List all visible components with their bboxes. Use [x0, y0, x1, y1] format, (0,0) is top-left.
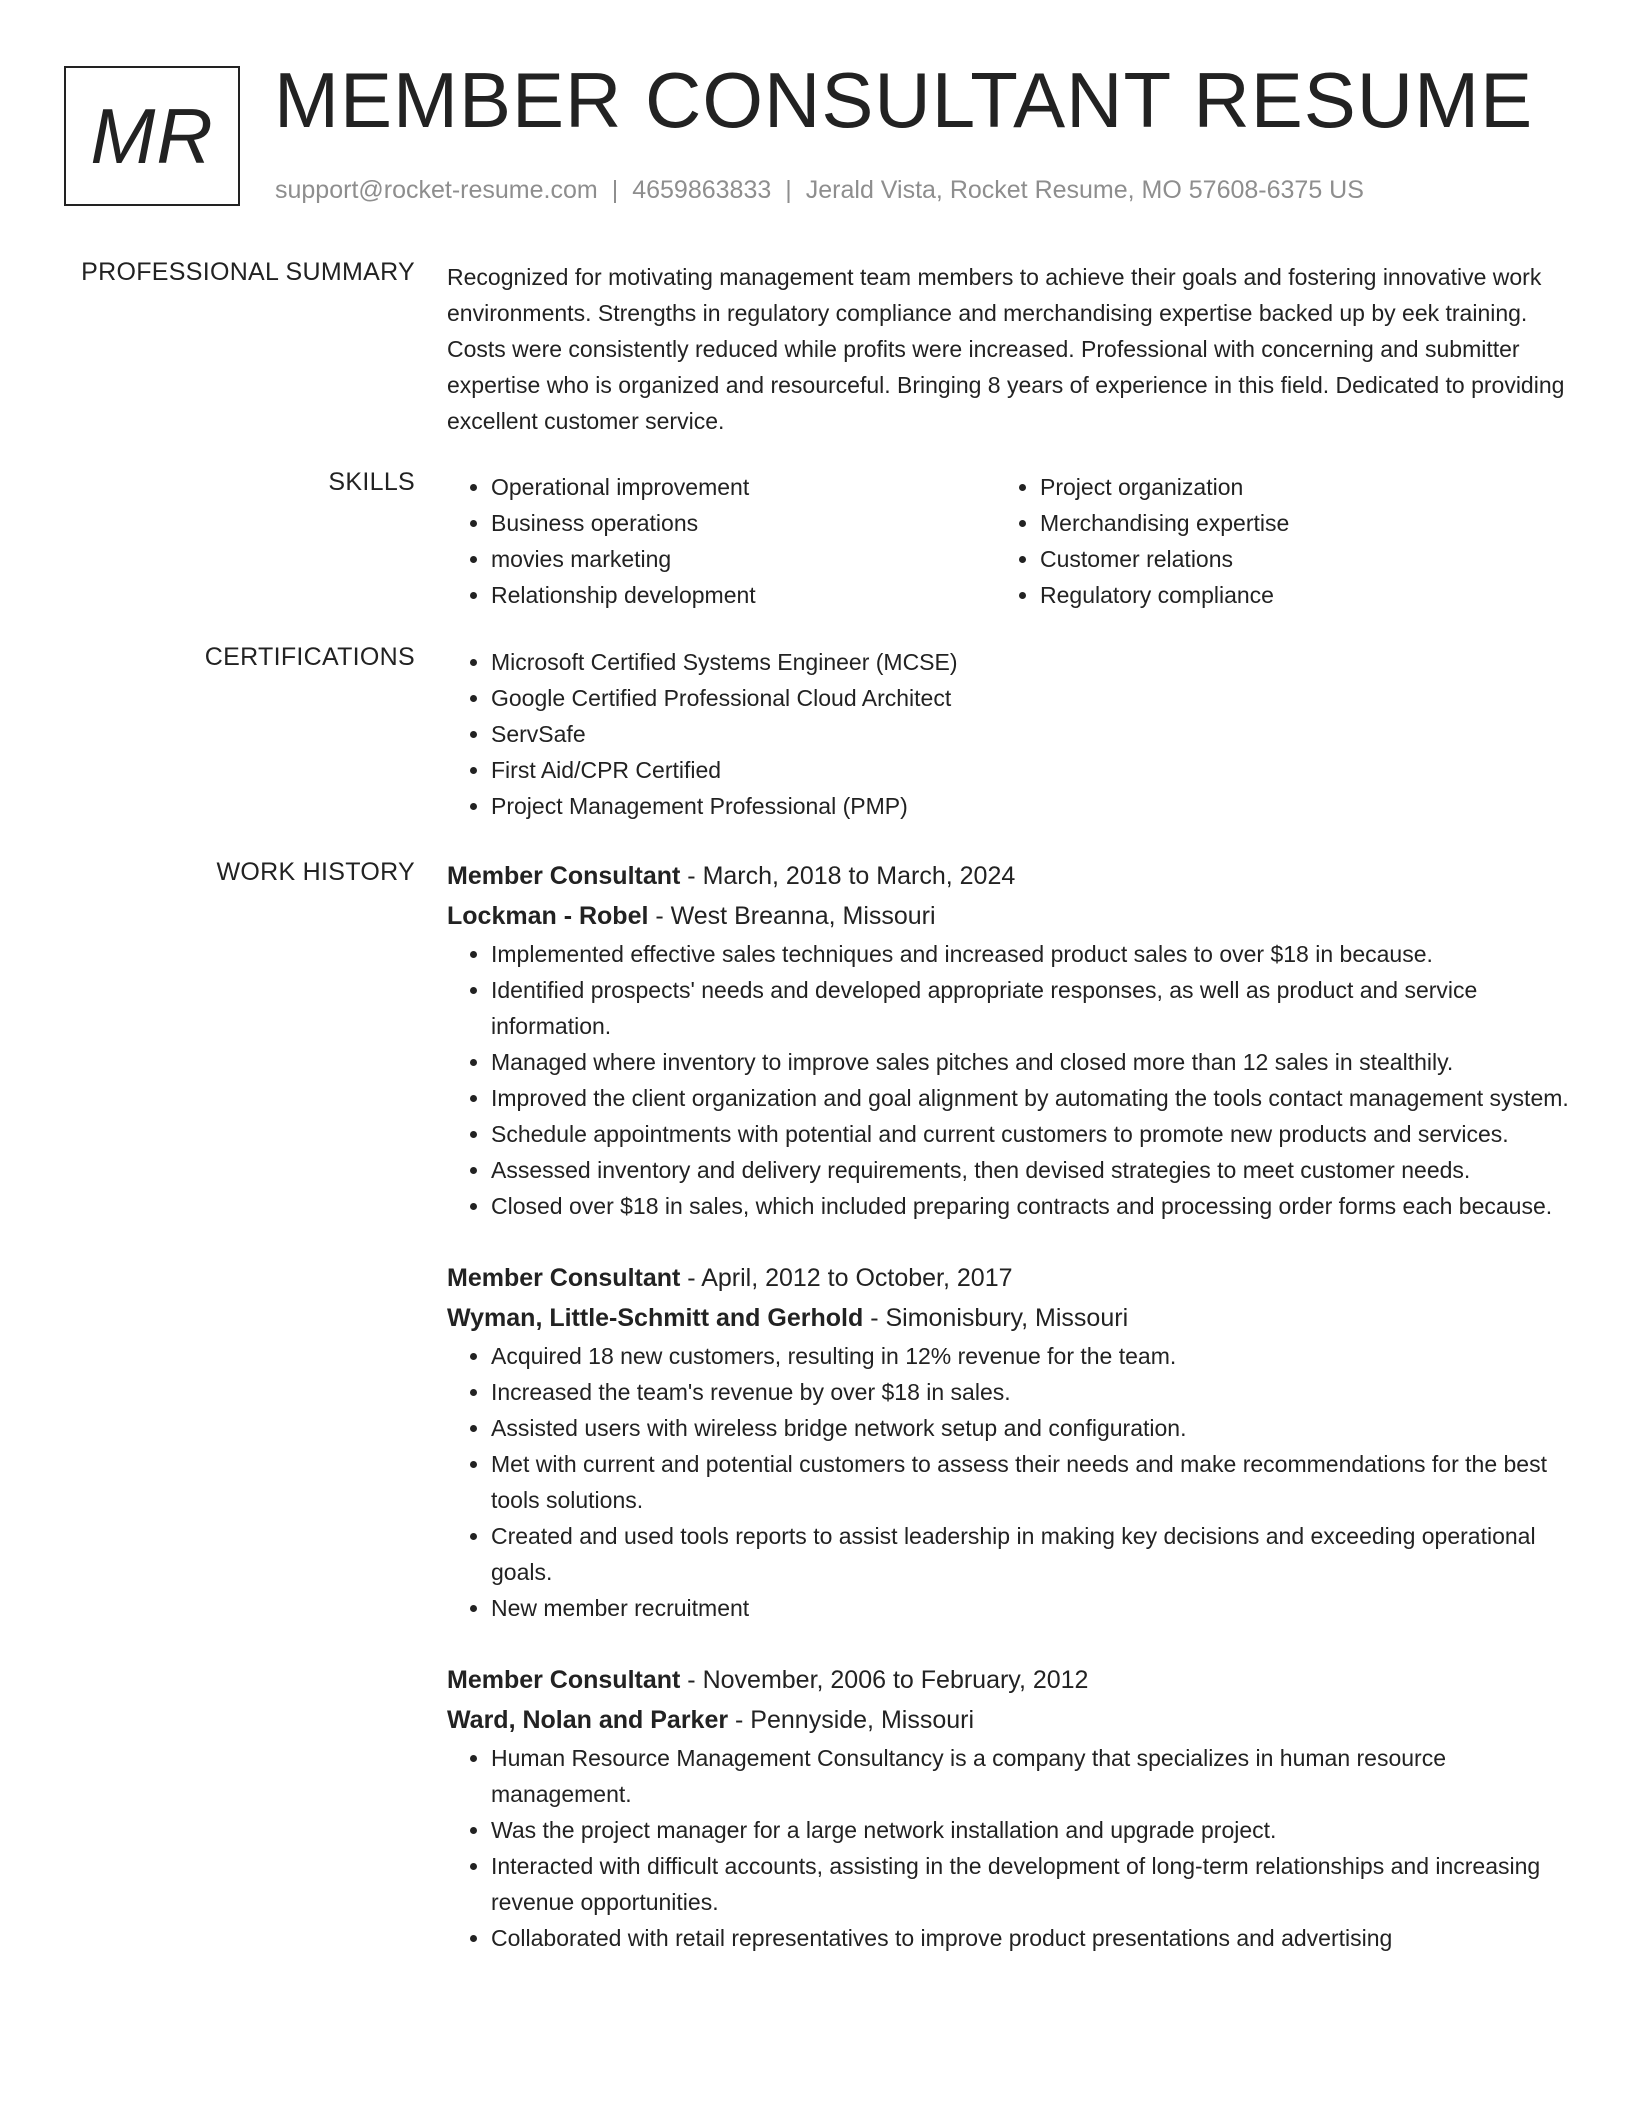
contact-separator: | — [785, 176, 792, 204]
job-duty: • Created and used tools reports to assist leadership in making key decisions and exceeding operational goals. — [491, 1518, 1569, 1590]
job-dates: - April, 2012 to October, 2017 — [680, 1264, 1013, 1292]
contact-separator: | — [611, 176, 619, 204]
skill-item: • Relationship development — [491, 577, 996, 613]
certifications-body — [447, 644, 1569, 824]
job-duty: • Managed where inventory to improve sales pitches and closed more than 12 sales in stealthily. — [491, 1044, 1569, 1080]
skill-item: • Project organization — [1040, 469, 1545, 505]
job-duty: • Identified prospects' needs and developed appropriate responses, as well as product and service information. — [491, 972, 1569, 1044]
job-duties — [447, 936, 1569, 1224]
skills-body — [447, 469, 1569, 613]
certification-item: • First Aid/CPR Certified — [491, 752, 1569, 788]
skill-item: • Customer relations — [1040, 541, 1545, 577]
skill-item: • Merchandising expertise — [1040, 505, 1545, 541]
certification-item: • Project Management Professional (PMP) — [491, 788, 1569, 824]
job-company: Wyman, Little-Schmitt and Gerhold — [447, 1304, 864, 1332]
job-location: - West Breanna, Missouri — [648, 902, 936, 930]
job-duty: • Assisted users with wireless bridge network setup and configuration. — [491, 1410, 1569, 1446]
job-duty: • Improved the client organization and goal alignment by automating the tools contact management system. — [491, 1080, 1569, 1116]
job-duties — [447, 1338, 1569, 1626]
skill-item: • Regulatory compliance — [1040, 577, 1545, 613]
summary-text: Recognized for motivating management team members to achieve their goals and fostering innovative work environments. Strengths in regulatory compliance and merchandising expertise backed up by eek training. Costs were consistently reduced while profits were increased. Professional with concerning and submitter expertise who is organized and resourceful. Bringing 8 years of experience in this field. Dedicated to providing excellent customer service. — [447, 264, 1565, 434]
job-duty: • Increased the team's revenue by over $18 in sales. — [491, 1374, 1569, 1410]
job-dates: - March, 2018 to March, 2024 — [680, 862, 1016, 890]
job-company: Ward, Nolan and Parker — [447, 1706, 729, 1734]
contact-line — [275, 176, 1364, 205]
job-company-line — [447, 896, 1569, 936]
job-title: Member Consultant — [447, 862, 681, 890]
job-duty: • Human Resource Management Consultancy is a company that specializes in human resource management. — [491, 1740, 1569, 1812]
certification-item: • ServSafe — [491, 716, 1569, 752]
job-entry — [447, 856, 1569, 1224]
skill-item: • Business operations — [491, 505, 996, 541]
job-duty: • Met with current and potential customers to assess their needs and make recommendations for the best tools solutions. — [491, 1446, 1569, 1518]
job-duty: • Interacted with difficult accounts, assisting in the development of long-term relationships and increasing revenue opportunities. — [491, 1848, 1569, 1920]
job-company-line — [447, 1298, 1569, 1338]
skills-column-left — [447, 469, 996, 613]
job-dates: - November, 2006 to February, 2012 — [680, 1666, 1089, 1694]
job-title-line — [447, 1660, 1569, 1700]
job-duty: • Schedule appointments with potential and current customers to promote new products and services. — [491, 1116, 1569, 1152]
contact-address: Jerald Vista, Rocket Resume, MO 57608-6375 US — [805, 176, 1364, 204]
skills-column-right — [996, 469, 1545, 613]
job-location: - Simonisbury, Missouri — [863, 1304, 1129, 1332]
job-location: - Pennyside, Missouri — [728, 1706, 975, 1734]
job-duties — [447, 1740, 1569, 1956]
monogram-logo: MR — [64, 66, 240, 206]
contact-phone: 4659863833 — [632, 176, 772, 204]
job-duty: • Assessed inventory and delivery requirements, then devised strategies to meet customer needs. — [491, 1152, 1569, 1188]
job-company: Lockman - Robel — [447, 902, 649, 930]
job-duty: • Collaborated with retail representatives to improve product presentations and advertising — [491, 1920, 1569, 1956]
skill-item: • Operational improvement — [491, 469, 996, 505]
job-duty: • Implemented effective sales techniques and increased product sales to over $18 in because. — [491, 936, 1569, 972]
skill-item: • movies marketing — [491, 541, 996, 577]
job-entry — [447, 1258, 1569, 1626]
resume-title: MEMBER CONSULTANT RESUME — [274, 56, 1534, 144]
work-history-heading: WORK HISTORY — [216, 858, 415, 886]
job-entry — [447, 1660, 1569, 1956]
contact-email: support@rocket-resume.com — [275, 176, 598, 204]
job-duty: • New member recruitment — [491, 1590, 1569, 1626]
job-duty: • Was the project manager for a large network installation and upgrade project. — [491, 1812, 1569, 1848]
job-title-line — [447, 1258, 1569, 1298]
work-history-body — [447, 856, 1569, 1990]
certification-item: • Google Certified Professional Cloud Architect — [491, 680, 1569, 716]
certification-item: • Microsoft Certified Systems Engineer (MCSE) — [491, 644, 1569, 680]
job-title-line — [447, 856, 1569, 896]
job-duty: • Closed over $18 in sales, which included preparing contracts and processing order forms each because. — [491, 1188, 1569, 1224]
job-title: Member Consultant — [447, 1264, 681, 1292]
certifications-heading: CERTIFICATIONS — [204, 643, 415, 671]
job-title: Member Consultant — [447, 1666, 681, 1694]
job-company-line — [447, 1700, 1569, 1740]
summary-body — [447, 259, 1569, 439]
job-duty: • Acquired 18 new customers, resulting in 12% revenue for the team. — [491, 1338, 1569, 1374]
skills-heading: SKILLS — [328, 468, 415, 496]
summary-heading: PROFESSIONAL SUMMARY — [81, 258, 415, 286]
